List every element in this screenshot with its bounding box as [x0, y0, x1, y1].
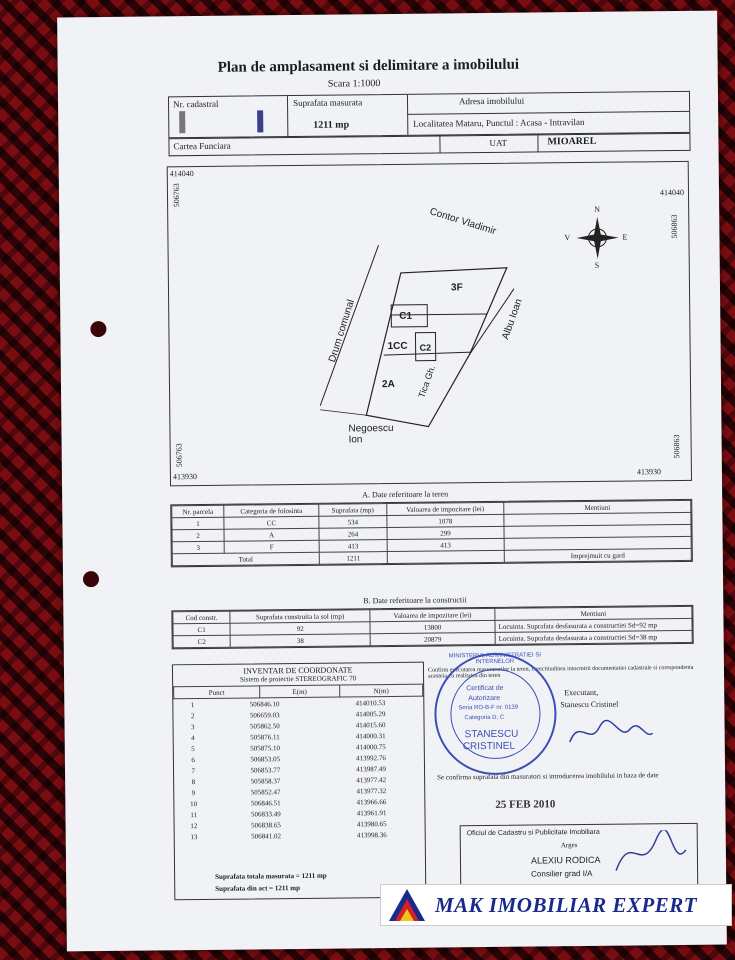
- table-header-row: Nr. parcela Categoria de folosinta Suprafata (mp) Valoarea de impozitare (lei) Mentiuni: [172, 500, 691, 517]
- executant-name: Stanescu Cristinel: [560, 699, 619, 710]
- inventory-row: 4 505876.11 414000.31: [191, 731, 386, 742]
- section-a-title: A. Date referitoare la teren: [362, 489, 449, 500]
- executant-label: Executant,: [564, 687, 599, 698]
- constructions-table: [171, 605, 693, 649]
- coord-label: 414040: [169, 169, 194, 179]
- section-b-title: B. Date referitoare la constructii: [363, 595, 467, 606]
- coord-label: 506763: [171, 183, 182, 208]
- table-row: 2 A 264 299: [172, 524, 691, 541]
- signature-icon: [564, 711, 654, 752]
- uat-value: MIOAREL: [547, 135, 597, 148]
- parcel-1cc: 1CC: [387, 340, 408, 353]
- coord-label: 413930: [172, 472, 197, 482]
- inventory-row: 1 506846.10 414010.53: [190, 698, 386, 709]
- punch-hole: [83, 571, 99, 587]
- redaction-mark: [257, 110, 263, 132]
- inventory-row: 7 506853.77 413987.49: [191, 764, 387, 775]
- brand-name: MAK IMOBILIAR EXPERT: [435, 892, 698, 917]
- table-total-row: Total 1211 Imprejmuit cu gard: [172, 548, 691, 565]
- table-header-row: Punct E(m) N(m): [174, 684, 423, 699]
- inventory-rows: [173, 697, 424, 843]
- inventory-row: 12 506838.65 413980.65: [190, 819, 387, 830]
- land-table: [170, 499, 693, 567]
- inventory-row: 13 506841.02 413998.36: [190, 830, 387, 841]
- coord-label: 414040: [659, 187, 685, 198]
- road-label: Tica Gh.: [416, 364, 438, 400]
- inventory-row: 5 505875.10 414000.75: [191, 742, 386, 753]
- coord-label: 506763: [174, 443, 184, 468]
- office-county: Arges: [560, 841, 578, 850]
- total-measured: Suprafata totala masurata = 1211 mp: [215, 871, 327, 881]
- area-value: 1211 mp: [313, 119, 350, 131]
- coordinate-inventory: [172, 662, 426, 901]
- cadastral-no-label: Nr. cadastral: [172, 98, 219, 110]
- address-label: Adresa imobilului: [458, 95, 525, 107]
- office-person: ALEXIU RODICA: [530, 854, 601, 866]
- neighbor-north: Contor Vladimir: [428, 206, 498, 238]
- inventory-row: 11 506833.49 413961.91: [190, 808, 387, 819]
- inventory-title: INVENTAR DE COORDONATE: [243, 665, 353, 676]
- table-row: C2 38 20879 Locuinta. Suprafata desfasurata a constructiei Sd=38 mp: [173, 630, 692, 647]
- inventory-row: 6 506853.05 413992.76: [191, 753, 386, 764]
- site-plan-map: [167, 161, 692, 486]
- inventory-row: 2 506659.03 414005.29: [190, 709, 386, 720]
- total-deed: Suprafata din act = 1211 mp: [215, 883, 301, 893]
- table-row: 3 F 413 413: [172, 536, 691, 553]
- coord-label: 506863: [669, 214, 679, 239]
- parcel-2a: 2A: [381, 378, 395, 391]
- redaction-mark: [179, 111, 185, 133]
- office-box: [460, 823, 699, 893]
- inventory-row: 3 505862.50 414015.60: [190, 720, 386, 731]
- office-label: Oficiul de Cadastru si Publicitate Imobiliara: [466, 828, 600, 838]
- table-header-row: Cod constr. Suprafata construita la sol (mp) Valoarea de impozitare (lei) Mentiuni: [173, 606, 692, 623]
- land-book-label: Cartea Funciara: [173, 140, 231, 152]
- table-row: C1 92 13800 Locuinta. Suprafata desfasurata a constructiei Sd=92 mp: [173, 618, 692, 635]
- inventory-row: 9 505852.47 413977.32: [191, 786, 387, 797]
- reception-text: Se confirma suprafata din masuratori si introducerea imobilului in baza de date: [437, 771, 659, 782]
- certify-text: Confirm executarea masuratorilor la teren, corectitudinea intocmirii documentatiei cadastrale si corespondenta acesteia cu realitatea din teren: [427, 664, 694, 680]
- office-role: Consilier grad I/A: [531, 868, 593, 879]
- parcel-3f: 3F: [450, 282, 463, 294]
- signature-icon: [611, 830, 692, 881]
- brand-watermark: [380, 884, 732, 926]
- document-title: Plan de amplasament si delimitare a imobilului: [217, 56, 520, 76]
- inventory-row: 10 506846.51 413966.66: [190, 797, 387, 808]
- document-scale: Scara 1:1000: [327, 78, 381, 90]
- inventory-row: 8 505858.37 413977.42: [191, 775, 387, 786]
- compass-rose-icon: N S E V: [564, 204, 628, 270]
- neighbor-south: Negoescu Ion: [348, 422, 394, 446]
- coord-label: 413930: [636, 467, 661, 477]
- parcel-c2: C2: [419, 342, 432, 353]
- coord-label: 506863: [672, 434, 682, 459]
- punch-hole: [90, 321, 106, 337]
- area-label: Suprafata masurata: [292, 97, 363, 109]
- cadastral-document: [57, 11, 727, 952]
- parcel-c1: C1: [399, 310, 413, 322]
- official-stamp: MINISTERUL ADMINISTRATIEI SI INTERNELOR Certificat de Autorizare Seria RO-B-F nr. 0139 Categoria D, C STANESCU CRISTINEL: [434, 652, 557, 775]
- address-value: Localitatea Mataru, Punctul : Acasa - Intravilan: [413, 116, 585, 129]
- inventory-system: Sistem de proiectie STEREOGRAFIC 70: [239, 674, 357, 684]
- neighbor-east: Albu Ioan: [500, 297, 525, 341]
- header-table: [168, 91, 690, 138]
- uat-label: UAT: [489, 137, 508, 148]
- brand-logo-icon: [387, 887, 427, 923]
- date-stamp: 25 FEB 2010: [495, 798, 556, 811]
- neighbor-west: Drum comunal: [326, 298, 357, 364]
- table-row: 1 CC 534 1078: [172, 512, 691, 529]
